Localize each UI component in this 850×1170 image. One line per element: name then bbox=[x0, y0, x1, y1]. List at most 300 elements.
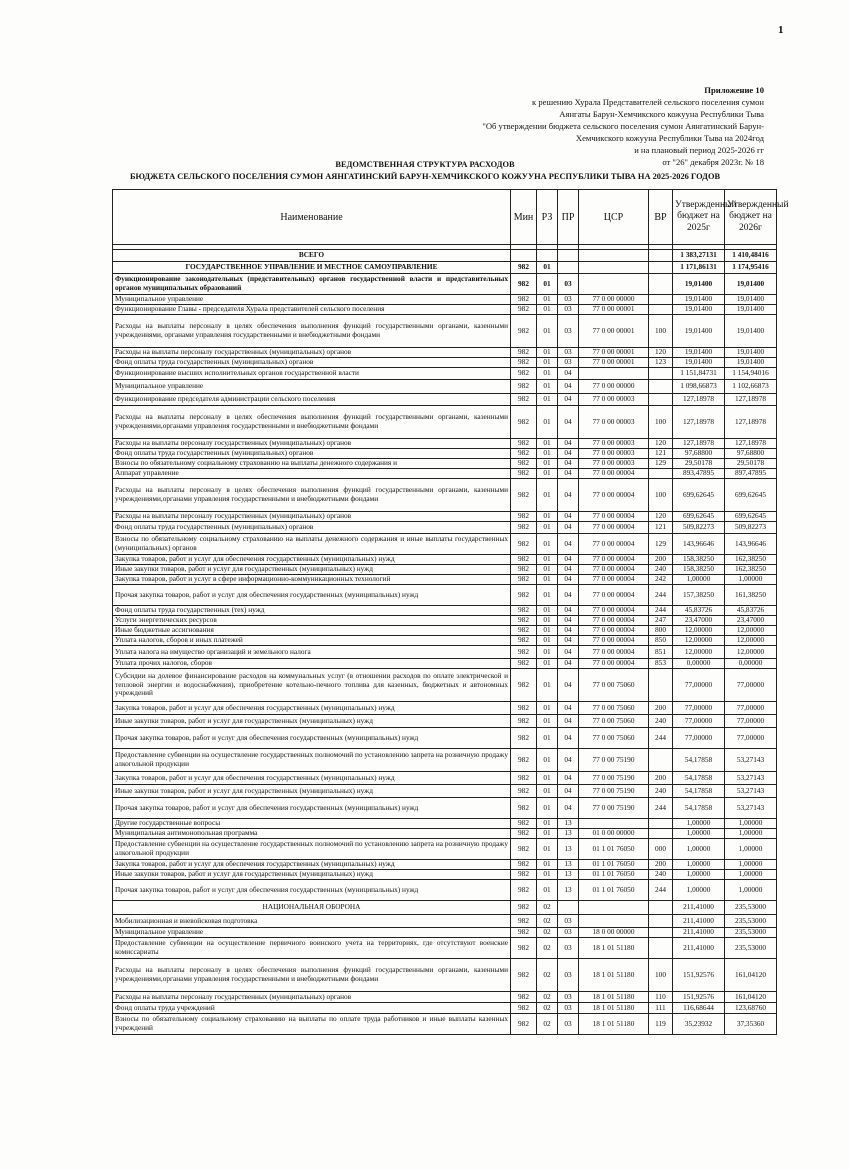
cell-rz: 01 bbox=[537, 368, 558, 380]
cell-rz: 01 bbox=[537, 459, 558, 469]
table-row bbox=[113, 394, 777, 406]
table-row bbox=[113, 315, 777, 348]
cell-csr: 77 0 00 00004 bbox=[579, 575, 649, 585]
cell-min: 982 bbox=[511, 606, 537, 616]
table-row bbox=[113, 469, 777, 479]
cell-2025: 19,01400 bbox=[673, 295, 725, 305]
cell-min: 982 bbox=[511, 928, 537, 938]
cell-2025: 77,00000 bbox=[673, 702, 725, 715]
cell-csr: 77 0 00 00004 bbox=[579, 555, 649, 565]
cell-min: 982 bbox=[511, 555, 537, 565]
cell-csr: 77 0 00 00001 bbox=[579, 348, 649, 358]
cell-vr: 240 bbox=[649, 785, 673, 798]
cell-2025: 19,01400 bbox=[673, 315, 725, 348]
cell-name: ВСЕГО bbox=[113, 250, 511, 262]
cell-pr: 04 bbox=[558, 555, 579, 565]
cell-2025: 158,38250 bbox=[673, 555, 725, 565]
cell-min: 982 bbox=[511, 749, 537, 772]
table-row bbox=[113, 368, 777, 380]
cell-min: 982 bbox=[511, 1003, 537, 1014]
cell-2025: 151,92576 bbox=[673, 959, 725, 992]
cell-pr: 04 bbox=[558, 368, 579, 380]
table-row bbox=[113, 819, 777, 829]
cell-name: Услуги энергетических ресурсов bbox=[113, 616, 511, 626]
cell-name: Прочая закупка товаров, работ и услуг для обеспечения государственных (муниципальных) нужд bbox=[113, 880, 511, 901]
cell-2026: 897,47895 bbox=[725, 469, 777, 479]
cell-rz: 01 bbox=[537, 870, 558, 880]
cell-pr: 04 bbox=[558, 406, 579, 439]
cell-2025: 211,41000 bbox=[673, 901, 725, 915]
cell-name: Муниципальное управление bbox=[113, 380, 511, 394]
table-row bbox=[113, 348, 777, 358]
table-row bbox=[113, 295, 777, 305]
cell-pr: 03 bbox=[558, 274, 579, 295]
cell-name: Муниципальное управление bbox=[113, 928, 511, 938]
cell-vr bbox=[649, 250, 673, 262]
table-row bbox=[113, 860, 777, 870]
cell-2026: 161,38250 bbox=[725, 585, 777, 606]
cell-min: 982 bbox=[511, 870, 537, 880]
cell-vr: 110 bbox=[649, 992, 673, 1003]
cell-2025: 77,00000 bbox=[673, 715, 725, 728]
cell-pr: 03 bbox=[558, 348, 579, 358]
cell-2025: 893,47895 bbox=[673, 469, 725, 479]
cell-vr: 100 bbox=[649, 406, 673, 439]
cell-vr: 000 bbox=[649, 839, 673, 860]
cell-vr: 120 bbox=[649, 512, 673, 522]
document-heading: ВЕДОМСТВЕННАЯ СТРУКТУРА РАСХОДОВ bbox=[335, 160, 515, 169]
table-row bbox=[113, 959, 777, 992]
cell-csr: 77 0 00 75190 bbox=[579, 772, 649, 785]
cell-rz: 01 bbox=[537, 669, 558, 702]
cell-vr bbox=[649, 305, 673, 315]
table-row bbox=[113, 565, 777, 575]
cell-rz: 02 bbox=[537, 915, 558, 928]
cell-2025: 1 151,84731 bbox=[673, 368, 725, 380]
cell-min: 982 bbox=[511, 798, 537, 819]
table-row bbox=[113, 449, 777, 459]
appendix-line: "Об утверждении бюджета сельского поселения сумон Аянгатинский Барун- bbox=[482, 121, 764, 131]
cell-name: Закупка товаров, работ и услуг в сфере информационно-коммуникационных технологий bbox=[113, 575, 511, 585]
cell-vr: 100 bbox=[649, 959, 673, 992]
cell-vr: 120 bbox=[649, 348, 673, 358]
cell-name: Фонд оплаты труда государственных (тех) нужд bbox=[113, 606, 511, 616]
cell-min: 982 bbox=[511, 295, 537, 305]
cell-2025: 1,00000 bbox=[673, 839, 725, 860]
cell-2026: 699,62645 bbox=[725, 479, 777, 512]
column-header-vr: ВР bbox=[649, 190, 673, 245]
cell-rz: 01 bbox=[537, 626, 558, 636]
cell-name: Прочая закупка товаров, работ и услуг для обеспечения государственных (муниципальных) нужд bbox=[113, 798, 511, 819]
cell-min: 982 bbox=[511, 860, 537, 870]
cell-2026: 123,68760 bbox=[725, 1003, 777, 1014]
cell-name: Закупка товаров, работ и услуг для обеспечения государственных (муниципальных) нужд bbox=[113, 860, 511, 870]
cell-pr bbox=[558, 250, 579, 262]
cell-rz: 01 bbox=[537, 274, 558, 295]
table-row bbox=[113, 512, 777, 522]
cell-csr: 18 1 01 51180 bbox=[579, 938, 649, 959]
cell-min: 982 bbox=[511, 772, 537, 785]
cell-name: Функционирование высших исполнительных органов государственной власти bbox=[113, 368, 511, 380]
cell-min: 982 bbox=[511, 358, 537, 368]
cell-rz: 01 bbox=[537, 636, 558, 646]
cell-name: Иные закупки товаров, работ и услуг для государственных (муниципальных) нужд bbox=[113, 870, 511, 880]
cell-pr: 04 bbox=[558, 394, 579, 406]
table-row bbox=[113, 829, 777, 839]
cell-vr: 800 bbox=[649, 626, 673, 636]
cell-name: Уплата налога на имущество организаций и земельного налога bbox=[113, 646, 511, 659]
cell-2026: 235,53000 bbox=[725, 915, 777, 928]
cell-min: 982 bbox=[511, 669, 537, 702]
cell-2025: 54,17858 bbox=[673, 798, 725, 819]
cell-2025: 12,00000 bbox=[673, 636, 725, 646]
cell-name: Предоставление субвенции на осуществление первичного воинского учета на территориях, где отсутствуют военские комиссариаты bbox=[113, 938, 511, 959]
cell-min: 982 bbox=[511, 626, 537, 636]
cell-2026: 19,01400 bbox=[725, 305, 777, 315]
cell-2026: 53,27143 bbox=[725, 772, 777, 785]
cell-vr: 119 bbox=[649, 1014, 673, 1035]
cell-2026: 29,50178 bbox=[725, 459, 777, 469]
cell-pr: 04 bbox=[558, 459, 579, 469]
cell-2025: 127,18978 bbox=[673, 394, 725, 406]
cell-2025: 1,00000 bbox=[673, 860, 725, 870]
column-header-csr: ЦСР bbox=[579, 190, 649, 245]
page-number: 1 bbox=[778, 24, 784, 36]
cell-2025: 127,18978 bbox=[673, 439, 725, 449]
cell-name: Закупка товаров, работ и услуг для обеспечения государственных (муниципальных) нужд bbox=[113, 772, 511, 785]
cell-pr: 13 bbox=[558, 839, 579, 860]
cell-vr: 242 bbox=[649, 575, 673, 585]
cell-2026: 19,01400 bbox=[725, 295, 777, 305]
cell-min: 982 bbox=[511, 915, 537, 928]
cell-name: Расходы на выплаты персоналу в целях обеспечения выполнения функций государственными органами, казенными учреждениями, органами управления государственными и внебюджетными фондами bbox=[113, 315, 511, 348]
cell-vr: 244 bbox=[649, 880, 673, 901]
cell-rz: 02 bbox=[537, 938, 558, 959]
cell-rz: 02 bbox=[537, 928, 558, 938]
cell-csr: 01 1 01 76050 bbox=[579, 860, 649, 870]
cell-2025: 151,92576 bbox=[673, 992, 725, 1003]
cell-csr: 77 0 00 00004 bbox=[579, 585, 649, 606]
cell-csr: 77 0 00 00004 bbox=[579, 469, 649, 479]
cell-name: Взносы по обязательному социальному страхованию на выплаты денежного содержания и bbox=[113, 459, 511, 469]
cell-2026: 699,62645 bbox=[725, 512, 777, 522]
cell-2026: 23,47000 bbox=[725, 616, 777, 626]
cell-2025: 19,01400 bbox=[673, 274, 725, 295]
cell-vr: 851 bbox=[649, 646, 673, 659]
cell-pr: 04 bbox=[558, 702, 579, 715]
table-row bbox=[113, 669, 777, 702]
cell-2026: 97,68800 bbox=[725, 449, 777, 459]
cell-2025: 77,00000 bbox=[673, 728, 725, 749]
cell-name: Расходы на выплаты персоналу государственных (муниципальных) органов bbox=[113, 512, 511, 522]
cell-vr bbox=[649, 669, 673, 702]
cell-min: 982 bbox=[511, 512, 537, 522]
cell-min: 982 bbox=[511, 394, 537, 406]
cell-rz: 01 bbox=[537, 358, 558, 368]
table-row bbox=[113, 606, 777, 616]
cell-2025: 77,00000 bbox=[673, 669, 725, 702]
cell-2025: 211,41000 bbox=[673, 928, 725, 938]
cell-2025: 54,17858 bbox=[673, 749, 725, 772]
cell-csr: 77 0 00 75060 bbox=[579, 728, 649, 749]
cell-rz: 02 bbox=[537, 1003, 558, 1014]
cell-pr: 04 bbox=[558, 669, 579, 702]
cell-vr bbox=[649, 938, 673, 959]
cell-min: 982 bbox=[511, 585, 537, 606]
table-row bbox=[113, 1014, 777, 1035]
cell-rz: 02 bbox=[537, 959, 558, 992]
cell-2025: 1 383,27131 bbox=[673, 250, 725, 262]
table-row bbox=[113, 839, 777, 860]
cell-2026: 12,00000 bbox=[725, 626, 777, 636]
cell-rz: 01 bbox=[537, 585, 558, 606]
column-header-2026: Утвержденный бюджет на 2026г bbox=[725, 190, 777, 245]
cell-2026: 127,18978 bbox=[725, 439, 777, 449]
cell-rz: 01 bbox=[537, 880, 558, 901]
cell-name: Фонд оплаты труда государственных (муниципальных) органов bbox=[113, 522, 511, 534]
cell-vr: 111 bbox=[649, 1003, 673, 1014]
cell-rz: 01 bbox=[537, 522, 558, 534]
cell-2025: 127,18978 bbox=[673, 406, 725, 439]
cell-2025: 211,41000 bbox=[673, 915, 725, 928]
cell-pr: 13 bbox=[558, 880, 579, 901]
table-row bbox=[113, 534, 777, 555]
cell-csr bbox=[579, 368, 649, 380]
cell-2026: 12,00000 bbox=[725, 646, 777, 659]
cell-min: 982 bbox=[511, 348, 537, 358]
cell-name: НАЦИОНАЛЬНАЯ ОБОРОНА bbox=[113, 901, 511, 915]
document-subheading: БЮДЖЕТА СЕЛЬСКОГО ПОСЕЛЕНИЯ СУМОН АЯНГАТИНСКИЙ БАРУН-ХЕМЧИКСКОГО КОЖУУНА РЕСПУБЛИКИ ТЫВА НА 2025-2026 ГОДОВ bbox=[129, 172, 721, 181]
cell-csr: 77 0 00 00001 bbox=[579, 315, 649, 348]
cell-vr bbox=[649, 262, 673, 274]
cell-rz: 01 bbox=[537, 749, 558, 772]
cell-name: Муниципальная антимонопольная программа bbox=[113, 829, 511, 839]
cell-vr bbox=[649, 915, 673, 928]
cell-name: Расходы на выплаты персоналу в целях обеспечения выполнения функций государственными органами, казенными учреждениями,органами управления государственными и внебюджетными фондами bbox=[113, 406, 511, 439]
cell-2026: 143,96646 bbox=[725, 534, 777, 555]
cell-name: Функционирование Главы - председателя Хурала представителей сельского поселения bbox=[113, 305, 511, 315]
cell-vr: 244 bbox=[649, 798, 673, 819]
cell-min: 982 bbox=[511, 728, 537, 749]
cell-min: 982 bbox=[511, 479, 537, 512]
appendix-line: и на плановый период 2025-2026 гг bbox=[634, 145, 764, 155]
table-row bbox=[113, 938, 777, 959]
cell-vr bbox=[649, 469, 673, 479]
cell-2025: 509,82273 bbox=[673, 522, 725, 534]
cell-vr: 129 bbox=[649, 534, 673, 555]
cell-name: Иные закупки товаров, работ и услуг для государственных (муниципальных) нужд bbox=[113, 715, 511, 728]
cell-2025: 0,00000 bbox=[673, 659, 725, 669]
cell-vr: 121 bbox=[649, 522, 673, 534]
cell-csr bbox=[579, 262, 649, 274]
cell-rz: 02 bbox=[537, 992, 558, 1003]
cell-min: 982 bbox=[511, 829, 537, 839]
cell-vr: 200 bbox=[649, 702, 673, 715]
cell-csr: 77 0 00 00004 bbox=[579, 479, 649, 512]
table-row bbox=[113, 406, 777, 439]
cell-csr: 77 0 00 00003 bbox=[579, 394, 649, 406]
cell-csr bbox=[579, 819, 649, 829]
cell-csr: 77 0 00 00004 bbox=[579, 522, 649, 534]
cell-pr: 04 bbox=[558, 522, 579, 534]
cell-rz: 01 bbox=[537, 479, 558, 512]
cell-csr bbox=[579, 915, 649, 928]
cell-pr: 03 bbox=[558, 992, 579, 1003]
cell-vr: 200 bbox=[649, 555, 673, 565]
cell-2026: 1,00000 bbox=[725, 860, 777, 870]
table-row bbox=[113, 880, 777, 901]
column-header-name: Наименование bbox=[113, 190, 511, 245]
appendix-line: к решению Хурала Представителей сельского поселения сумон bbox=[532, 97, 764, 107]
cell-vr: 244 bbox=[649, 585, 673, 606]
cell-name: Фонд оплаты труда государственных (муниципальных) органов bbox=[113, 358, 511, 368]
cell-pr bbox=[558, 262, 579, 274]
cell-pr: 04 bbox=[558, 636, 579, 646]
column-header-pr: ПР bbox=[558, 190, 579, 245]
cell-vr: 129 bbox=[649, 459, 673, 469]
cell-2025: 54,17858 bbox=[673, 785, 725, 798]
cell-2026: 161,04120 bbox=[725, 992, 777, 1003]
cell-name: Субсидии на долевое финансирование расходов на коммунальных услуг (в отношении расходов по оплате электрической и тепловой энергии и водоснабжения), приобретение котельно-печного топлива для казенных, бюджетных и автономных учреждений bbox=[113, 669, 511, 702]
cell-pr: 03 bbox=[558, 315, 579, 348]
table-row bbox=[113, 785, 777, 798]
table-row bbox=[113, 305, 777, 315]
cell-rz: 01 bbox=[537, 565, 558, 575]
cell-name: Иные закупки товаров, работ и услуг для государственных (муниципальных) нужд bbox=[113, 565, 511, 575]
cell-2025: 1,00000 bbox=[673, 880, 725, 901]
table-row bbox=[113, 636, 777, 646]
cell-2026: 1 174,95416 bbox=[725, 262, 777, 274]
cell-csr: 01 1 01 76050 bbox=[579, 839, 649, 860]
cell-rz: 01 bbox=[537, 439, 558, 449]
cell-2025: 54,17858 bbox=[673, 772, 725, 785]
cell-pr: 13 bbox=[558, 829, 579, 839]
cell-pr bbox=[558, 901, 579, 915]
cell-rz: 01 bbox=[537, 469, 558, 479]
table-row bbox=[113, 626, 777, 636]
table-row bbox=[113, 616, 777, 626]
table-row bbox=[113, 702, 777, 715]
cell-csr: 77 0 00 00004 bbox=[579, 616, 649, 626]
cell-vr: 120 bbox=[649, 439, 673, 449]
cell-vr: 244 bbox=[649, 728, 673, 749]
cell-vr: 240 bbox=[649, 715, 673, 728]
cell-pr: 04 bbox=[558, 626, 579, 636]
cell-2026: 77,00000 bbox=[725, 728, 777, 749]
cell-2025: 19,01400 bbox=[673, 348, 725, 358]
cell-csr: 18 0 00 00000 bbox=[579, 928, 649, 938]
cell-min: 982 bbox=[511, 368, 537, 380]
column-header-rz: РЗ bbox=[537, 190, 558, 245]
cell-pr: 04 bbox=[558, 512, 579, 522]
cell-name: Уплата прочих налогов, сборов bbox=[113, 659, 511, 669]
cell-csr: 77 0 00 00003 bbox=[579, 449, 649, 459]
cell-2026: 1 410,48416 bbox=[725, 250, 777, 262]
cell-2026: 235,53000 bbox=[725, 901, 777, 915]
table-row bbox=[113, 274, 777, 295]
cell-2025: 45,83726 bbox=[673, 606, 725, 616]
cell-2026: 1,00000 bbox=[725, 575, 777, 585]
cell-2026: 509,82273 bbox=[725, 522, 777, 534]
cell-name: Закупка товаров, работ и услуг для обеспечения государственных (муниципальных) нужд bbox=[113, 702, 511, 715]
cell-vr: 240 bbox=[649, 870, 673, 880]
cell-vr: 850 bbox=[649, 636, 673, 646]
cell-rz: 01 bbox=[537, 295, 558, 305]
cell-rz: 01 bbox=[537, 772, 558, 785]
cell-pr: 04 bbox=[558, 469, 579, 479]
cell-pr: 03 bbox=[558, 928, 579, 938]
cell-min: 982 bbox=[511, 1014, 537, 1035]
table-header-row bbox=[113, 190, 777, 245]
cell-rz: 01 bbox=[537, 606, 558, 616]
table-row bbox=[113, 798, 777, 819]
cell-csr: 01 0 00 00000 bbox=[579, 829, 649, 839]
table-row bbox=[113, 459, 777, 469]
cell-2025: 1 098,66873 bbox=[673, 380, 725, 394]
cell-2026: 37,35360 bbox=[725, 1014, 777, 1035]
appendix-line: Хемчикского кожууна Республики Тыва на 2024год bbox=[575, 133, 764, 143]
cell-pr: 04 bbox=[558, 606, 579, 616]
cell-2026: 19,01400 bbox=[725, 358, 777, 368]
table-row bbox=[113, 522, 777, 534]
cell-pr: 03 bbox=[558, 358, 579, 368]
cell-csr: 18 1 01 51180 bbox=[579, 959, 649, 992]
cell-min: 982 bbox=[511, 938, 537, 959]
cell-csr: 77 0 00 00004 bbox=[579, 606, 649, 616]
cell-csr: 77 0 00 00004 bbox=[579, 626, 649, 636]
cell-rz: 01 bbox=[537, 659, 558, 669]
table-body bbox=[113, 250, 777, 1035]
cell-pr: 03 bbox=[558, 295, 579, 305]
cell-2026: 77,00000 bbox=[725, 715, 777, 728]
cell-name: Расходы на выплаты персоналу в целях обеспечения выполнения функций государственными органами, казенными учреждениями,органами управления государственными и внебюджетными фондами bbox=[113, 959, 511, 992]
cell-rz: 01 bbox=[537, 785, 558, 798]
cell-csr: 77 0 00 75190 bbox=[579, 785, 649, 798]
cell-csr: 77 0 00 00004 bbox=[579, 534, 649, 555]
cell-2025: 1,00000 bbox=[673, 819, 725, 829]
cell-2026: 162,38250 bbox=[725, 555, 777, 565]
table-row bbox=[113, 659, 777, 669]
cell-csr: 77 0 00 00001 bbox=[579, 305, 649, 315]
cell-2026: 161,04120 bbox=[725, 959, 777, 992]
cell-pr: 13 bbox=[558, 870, 579, 880]
cell-rz: 01 bbox=[537, 715, 558, 728]
table-row bbox=[113, 262, 777, 274]
cell-2026: 19,01400 bbox=[725, 274, 777, 295]
table-row bbox=[113, 915, 777, 928]
cell-vr: 200 bbox=[649, 860, 673, 870]
cell-pr: 04 bbox=[558, 449, 579, 459]
cell-2026: 53,27143 bbox=[725, 749, 777, 772]
cell-min: 982 bbox=[511, 305, 537, 315]
cell-rz: 01 bbox=[537, 348, 558, 358]
appendix-line: от "26" декабря 2023г. № 18 bbox=[662, 157, 764, 167]
cell-pr: 03 bbox=[558, 1003, 579, 1014]
cell-name: ГОСУДАРСТВЕННОЕ УПРАВЛЕНИЕ И МЕСТНОЕ САМОУПРАВЛЕНИЕ bbox=[113, 262, 511, 274]
cell-name: Расходы на выплаты персоналу государственных (муниципальных) органов bbox=[113, 992, 511, 1003]
cell-min: 982 bbox=[511, 274, 537, 295]
cell-min: 982 bbox=[511, 459, 537, 469]
cell-min: 982 bbox=[511, 469, 537, 479]
cell-name: Фонд оплаты труда государственных (муниципальных) органов bbox=[113, 449, 511, 459]
cell-csr: 77 0 00 00004 bbox=[579, 659, 649, 669]
cell-pr: 04 bbox=[558, 380, 579, 394]
cell-csr bbox=[579, 250, 649, 262]
cell-pr: 13 bbox=[558, 860, 579, 870]
cell-2026: 19,01400 bbox=[725, 315, 777, 348]
cell-2025: 12,00000 bbox=[673, 626, 725, 636]
cell-2026: 77,00000 bbox=[725, 702, 777, 715]
